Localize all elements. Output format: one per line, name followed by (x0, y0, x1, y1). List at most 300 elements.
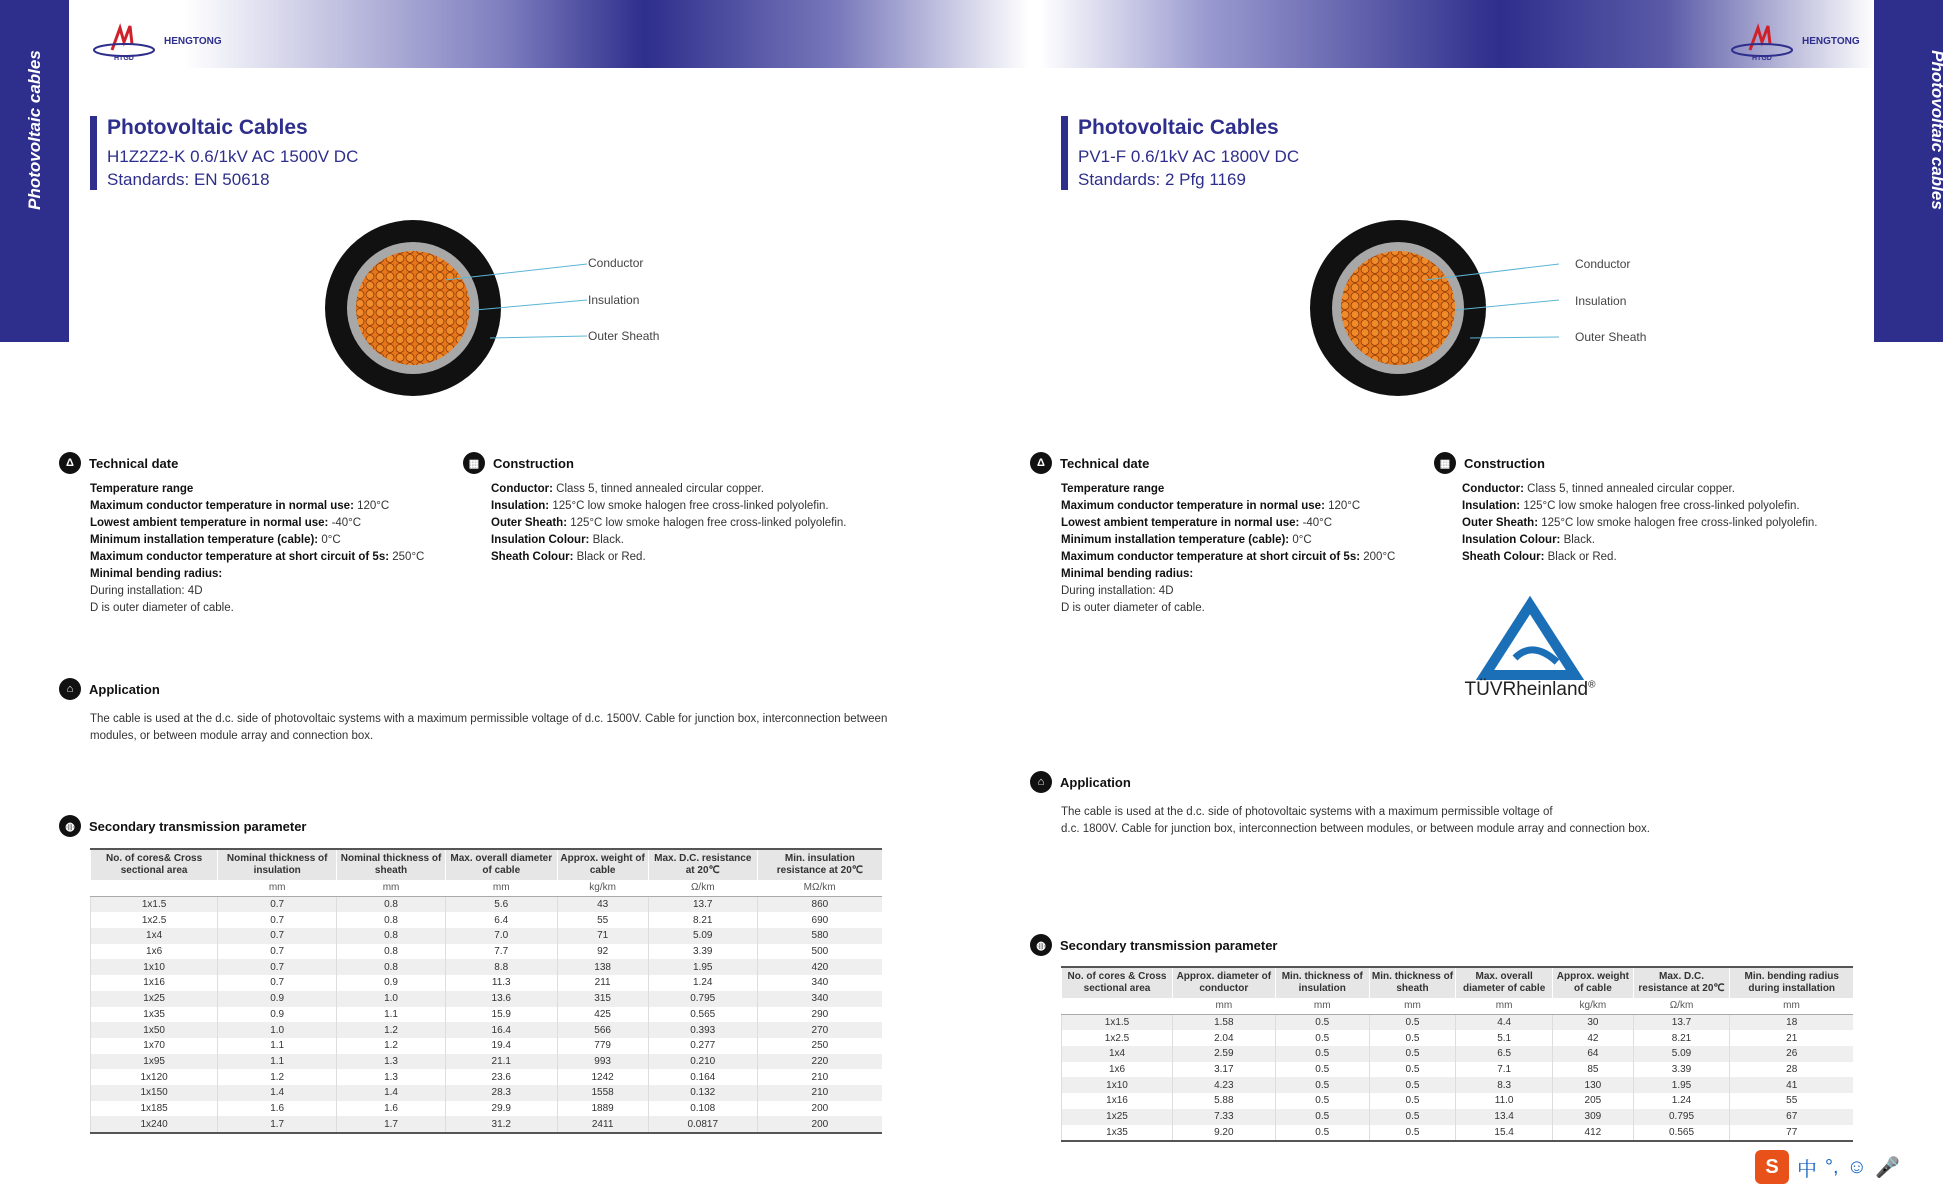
construction-item-label: Conductor: (491, 483, 557, 495)
table-cell: 1x1.5 (1062, 1014, 1173, 1030)
table-cell: 9.20 (1173, 1125, 1276, 1142)
table-cell: 1.3 (337, 1054, 446, 1070)
table-header-cell: Max. D.C. resistance at 20℃ (648, 849, 757, 880)
table-cell: 6.5 (1456, 1046, 1553, 1062)
table-row (91, 928, 883, 944)
technical-item-value: D is outer diameter of cable. (1061, 602, 1205, 614)
table-header-cell: Max. overall diameter of cable (1456, 967, 1553, 998)
construction-item (1462, 498, 1862, 515)
table-cell: 0.5 (1369, 1014, 1455, 1030)
brand-name: HENGTONG (1802, 35, 1860, 47)
construction-list-left (491, 481, 891, 566)
table-unit-cell: mm (1456, 998, 1553, 1014)
cable-model: H1Z2Z2-K 0.6/1kV AC 1500V DC (107, 147, 359, 166)
technical-item-value: 120°C (1328, 500, 1361, 512)
callout-conductor: Conductor (588, 256, 644, 270)
table-cell: 0.164 (648, 1069, 757, 1085)
table-unit-cell (1062, 998, 1173, 1014)
table-cell: 19.4 (445, 1038, 557, 1054)
table-cell: 0.9 (337, 975, 446, 991)
technical-item-value: During installation: 4D (1061, 585, 1174, 597)
table-cell: 138 (557, 959, 648, 975)
table-cell: 340 (757, 975, 882, 991)
technical-item (90, 498, 470, 515)
table-cell: 28.3 (445, 1085, 557, 1101)
table-cell: 779 (557, 1038, 648, 1054)
table-cell: 18 (1730, 1014, 1853, 1030)
callout-insulation: Insulation (588, 293, 640, 307)
emoji-icon[interactable]: ☺ (1846, 1155, 1867, 1178)
cable-model: PV1-F 0.6/1kV AC 1800V DC (1078, 147, 1300, 166)
table-cell: 1x4 (91, 928, 218, 944)
table-header-cell: Min. thickness of sheath (1369, 967, 1455, 998)
technical-item (1061, 583, 1441, 600)
technical-item-label: Minimum installation temperature (cable): (90, 534, 322, 546)
table-cell: 0.7 (218, 912, 337, 928)
hengtong-logo-right (1728, 22, 1860, 60)
technical-item-label: Maximum conductor temperature at short circuit of 5s: (90, 551, 393, 563)
table-unit-row (91, 880, 883, 896)
application-heading-right: ⌂ Application (1030, 771, 1131, 793)
table-row (1062, 1046, 1854, 1062)
construction-item-value: 125°C low smoke halogen free cross-linked polyolefin. (552, 500, 829, 512)
table-cell: 210 (757, 1085, 882, 1101)
table-header-cell: Approx. weight of cable (557, 849, 648, 880)
table-cell: 315 (557, 991, 648, 1007)
table-cell: 0.8 (337, 896, 446, 912)
construction-item (491, 481, 891, 498)
application-text-left: The cable is used at the d.c. side of photovoltaic systems with a maximum permissible voltage of d.c. 1500V. Cable for junction box, interconnection between modules, or between module array and connection box. (90, 713, 888, 742)
table-cell: 8.8 (445, 959, 557, 975)
table-cell: 21 (1730, 1030, 1853, 1046)
table-unit-cell: mm (1275, 998, 1369, 1014)
application-text-right: The cable is used at the d.c. side of photovoltaic systems with a maximum permissible voltage of d.c. 1800V. Cable for junction box, interconnection between modules, or between module array and connection box. (1061, 806, 1651, 835)
table-cell: 1x35 (91, 1007, 218, 1023)
table-cell: 1x1.5 (91, 896, 218, 912)
table-header-cell: Nominal thickness of insulation (218, 849, 337, 880)
table-cell: 210 (757, 1069, 882, 1085)
table-cell: 1.2 (337, 1022, 446, 1038)
table-unit-cell: mm (1173, 998, 1276, 1014)
table-cell: 28 (1730, 1062, 1853, 1078)
table-cell: 1x35 (1062, 1125, 1173, 1142)
table-cell: 13.4 (1456, 1109, 1553, 1125)
spec-table-right (1061, 966, 1853, 1142)
table-cell: 1.1 (337, 1007, 446, 1023)
table-header-cell: Min. thickness of insulation (1275, 967, 1369, 998)
construction-item-value: Black or Red. (1547, 551, 1617, 563)
technical-item (1061, 498, 1441, 515)
table-cell: 1.0 (337, 991, 446, 1007)
cable-standard: Standards: EN 50618 (107, 170, 270, 189)
tuv-rheinland-logo (1460, 600, 1600, 701)
table-cell: 0.8 (337, 928, 446, 944)
table-cell: 1558 (557, 1085, 648, 1101)
table-header-cell: No. of cores & Cross sectional area (1062, 967, 1173, 998)
table-cell: 3.39 (1633, 1062, 1730, 1078)
technical-item-value: 120°C (357, 500, 390, 512)
table-cell: 0.9 (218, 991, 337, 1007)
table-cell: 5.1 (1456, 1030, 1553, 1046)
table-cell: 0.5 (1275, 1093, 1369, 1109)
table-cell: 1x70 (91, 1038, 218, 1054)
construction-heading-left: ▦ Construction (463, 452, 574, 474)
technical-item (90, 532, 470, 549)
table-cell: 1x10 (1062, 1077, 1173, 1093)
table-cell: 270 (757, 1022, 882, 1038)
left-title-block (90, 116, 358, 190)
technical-item-value: 0°C (321, 534, 341, 546)
technical-item-label: Minimum installation temperature (cable): (1061, 534, 1293, 546)
construction-list-right (1462, 481, 1862, 566)
table-cell: 55 (1730, 1093, 1853, 1109)
table-row (91, 975, 883, 991)
technical-item-value: 200°C (1363, 551, 1396, 563)
construction-item-label: Outer Sheath: (1462, 517, 1542, 529)
table-cell: 43 (557, 896, 648, 912)
table-cell: 0.7 (218, 975, 337, 991)
tuv-triangle-icon (1475, 600, 1585, 680)
table-row (91, 1069, 883, 1085)
table-cell: 200 (757, 1101, 882, 1117)
table-cell: 1.6 (337, 1101, 446, 1117)
technical-item-label: Maximum conductor temperature in normal use: (90, 500, 358, 512)
table-cell: 0.795 (648, 991, 757, 1007)
table-row (91, 1054, 883, 1070)
table-cell: 0.5 (1275, 1046, 1369, 1062)
table-cell: 0.8 (337, 959, 446, 975)
table-cell: 16.4 (445, 1022, 557, 1038)
table-cell: 0.5 (1369, 1093, 1455, 1109)
table-cell: 23.6 (445, 1069, 557, 1085)
home-icon: ⌂ (59, 678, 81, 700)
table-row (91, 991, 883, 1007)
table-cell: 0.7 (218, 959, 337, 975)
cable-standard: Standards: 2 Pfg 1169 (1078, 170, 1246, 189)
table-cell: 0.277 (648, 1038, 757, 1054)
registered-mark: ® (1588, 679, 1596, 691)
table-row (1062, 1014, 1854, 1030)
construction-item-value: Class 5, tinned annealed circular copper. (1527, 483, 1735, 495)
table-cell: 67 (1730, 1109, 1853, 1125)
table-row (1062, 1125, 1854, 1142)
table-cell: 1x25 (1062, 1109, 1173, 1125)
table-cell: 0.7 (218, 896, 337, 912)
table-cell: 1.24 (648, 975, 757, 991)
table-cell: 1242 (557, 1069, 648, 1085)
cable-cross-section-left (325, 218, 595, 398)
table-cell: 8.21 (1633, 1030, 1730, 1046)
table-cell: 0.5 (1369, 1125, 1455, 1142)
table-cell: 1x95 (91, 1054, 218, 1070)
table-cell: 7.1 (1456, 1062, 1553, 1078)
table-header-cell: Min. bending radius during installation (1730, 967, 1853, 998)
table-cell: 500 (757, 944, 882, 960)
table-cell: 71 (557, 928, 648, 944)
table-cell: 4.4 (1456, 1014, 1553, 1030)
table-cell: 13.7 (1633, 1014, 1730, 1030)
table-heading-right: ◍ Secondary transmission parameter (1030, 934, 1277, 956)
table-cell: 42 (1553, 1030, 1633, 1046)
table-cell: 1x10 (91, 959, 218, 975)
table-cell: 7.7 (445, 944, 557, 960)
table-cell: 1x16 (1062, 1093, 1173, 1109)
callout-outer-sheath: Outer Sheath (1575, 330, 1647, 344)
table-unit-cell: mm (218, 880, 337, 896)
table-cell: 85 (1553, 1062, 1633, 1078)
table-cell: 580 (757, 928, 882, 944)
table-cell: 0.132 (648, 1085, 757, 1101)
table-cell: 0.5 (1369, 1046, 1455, 1062)
technical-item-value: During installation: 4D (90, 585, 203, 597)
table-unit-cell: Ω/km (648, 880, 757, 896)
table-cell: 7.33 (1173, 1109, 1276, 1125)
table-row (91, 1022, 883, 1038)
construction-item (491, 532, 891, 549)
table-row (91, 1116, 883, 1133)
cable-cross-section-right (1310, 220, 1580, 400)
table-header-cell: Max. overall diameter of cable (445, 849, 557, 880)
technical-item-label: Minimal bending radius: (90, 568, 223, 580)
table-cell: 1.1 (218, 1054, 337, 1070)
table-cell: 1x4 (1062, 1046, 1173, 1062)
table-unit-cell: MΩ/km (757, 880, 882, 896)
table-cell: 211 (557, 975, 648, 991)
table-cell: 1x150 (91, 1085, 218, 1101)
hengtong-mark-icon (90, 22, 158, 60)
technical-item (1061, 515, 1441, 532)
table-cell: 1.4 (337, 1085, 446, 1101)
brand-name: HENGTONG (164, 35, 222, 47)
table-cell: 29.9 (445, 1101, 557, 1117)
table-cell: 1.95 (1633, 1077, 1730, 1093)
table-row (91, 1101, 883, 1117)
page-title: Photovoltaic Cables (1078, 116, 1279, 139)
home-icon: ⌂ (1030, 771, 1052, 793)
construction-item-label: Conductor: (1462, 483, 1528, 495)
table-cell: 5.88 (1173, 1093, 1276, 1109)
table-cell: 340 (757, 991, 882, 1007)
right-title-block (1061, 116, 1299, 190)
table-cell: 15.9 (445, 1007, 557, 1023)
sidebar-right-label: Photovoltaic cables (1928, 50, 1947, 210)
construction-item (1462, 549, 1862, 566)
construction-item (1462, 532, 1862, 549)
table-row (91, 1007, 883, 1023)
table-cell: 3.17 (1173, 1062, 1276, 1078)
construction-item (1462, 481, 1862, 498)
technical-item (90, 515, 470, 532)
table-cell: 1.4 (218, 1085, 337, 1101)
table-cell: 8.3 (1456, 1077, 1553, 1093)
technical-item-label: Temperature range (90, 483, 194, 495)
table-row (91, 912, 883, 928)
svg-text:HTGD: HTGD (1752, 55, 1772, 62)
table-unit-cell (91, 880, 218, 896)
table-cell: 0.7 (218, 944, 337, 960)
table-cell: 13.6 (445, 991, 557, 1007)
spec-table-left (90, 848, 882, 1134)
table-cell: 41 (1730, 1077, 1853, 1093)
table-cell: 1.24 (1633, 1093, 1730, 1109)
table-cell: 1.1 (218, 1038, 337, 1054)
table-cell: 0.565 (1633, 1125, 1730, 1142)
table-header-cell: Approx. diameter of conductor (1173, 967, 1276, 998)
table-cell: 0.5 (1275, 1077, 1369, 1093)
table-cell: 64 (1553, 1046, 1633, 1062)
technical-item-value: D is outer diameter of cable. (90, 602, 234, 614)
application-heading-left: ⌂ Application (59, 678, 160, 700)
table-cell: 1.6 (218, 1101, 337, 1117)
table-row (91, 896, 883, 912)
technical-item (90, 566, 470, 583)
callout-insulation: Insulation (1575, 294, 1627, 308)
table-cell: 1x2.5 (1062, 1030, 1173, 1046)
table-row (91, 944, 883, 960)
table-row (1062, 1062, 1854, 1078)
table-cell: 26 (1730, 1046, 1853, 1062)
technical-item (1061, 549, 1441, 566)
table-cell: 0.8 (337, 944, 446, 960)
table-cell: 0.0817 (648, 1116, 757, 1133)
table-row (1062, 1109, 1854, 1125)
table-unit-cell: kg/km (1553, 998, 1633, 1014)
table-cell: 0.5 (1369, 1077, 1455, 1093)
callout-conductor: Conductor (1575, 257, 1631, 271)
table-cell: 2411 (557, 1116, 648, 1133)
table-cell: 2.04 (1173, 1030, 1276, 1046)
construction-item (491, 549, 891, 566)
table-cell: 1x185 (91, 1101, 218, 1117)
table-header-cell: Nominal thickness of sheath (337, 849, 446, 880)
table-cell: 200 (757, 1116, 882, 1133)
table-cell: 21.1 (445, 1054, 557, 1070)
table-cell: 30 (1553, 1014, 1633, 1030)
callout-outer-sheath: Outer Sheath (588, 329, 660, 343)
table-cell: 2.59 (1173, 1046, 1276, 1062)
sogou-ime-icon[interactable]: S (1755, 1150, 1789, 1184)
table-unit-cell: Ω/km (1633, 998, 1730, 1014)
technical-item-label: Temperature range (1061, 483, 1165, 495)
table-cell: 0.795 (1633, 1109, 1730, 1125)
construction-item (491, 515, 891, 532)
table-cell: 0.8 (337, 912, 446, 928)
table-row (91, 1038, 883, 1054)
table-heading-left: ◍ Secondary transmission parameter (59, 815, 306, 837)
table-cell: 220 (757, 1054, 882, 1070)
page-title: Photovoltaic Cables (107, 116, 308, 139)
table-cell: 290 (757, 1007, 882, 1023)
construction-item-value: Black or Red. (576, 551, 646, 563)
construction-item-value: Class 5, tinned annealed circular copper. (556, 483, 764, 495)
construction-item-label: Insulation Colour: (491, 534, 593, 546)
technical-heading-left: Δ Technical date (59, 452, 178, 474)
grid-globe-icon: ▦ (463, 452, 485, 474)
table-cell: 13.7 (648, 896, 757, 912)
table-cell: 860 (757, 896, 882, 912)
table-cell: 0.210 (648, 1054, 757, 1070)
technical-item (90, 481, 470, 498)
technical-item-value: -40°C (1302, 517, 1333, 529)
table-cell: 1.0 (218, 1022, 337, 1038)
table-cell: 0.5 (1369, 1062, 1455, 1078)
svg-text:HTGD: HTGD (114, 55, 134, 62)
construction-item-value: Black. (592, 534, 624, 546)
chinese-input-icon[interactable]: 中 (1797, 1158, 1817, 1181)
table-cell: 0.5 (1275, 1014, 1369, 1030)
technical-item-value: -40°C (331, 517, 362, 529)
table-row (91, 1085, 883, 1101)
table-cell: 0.5 (1275, 1109, 1369, 1125)
technical-item (1061, 481, 1441, 498)
construction-item-label: Insulation: (491, 500, 553, 512)
technical-item-value: 0°C (1292, 534, 1312, 546)
technical-item-label: Lowest ambient temperature in normal use: (1061, 517, 1303, 529)
table-cell: 15.4 (1456, 1125, 1553, 1142)
table-cell: 250 (757, 1038, 882, 1054)
technical-item (1061, 600, 1441, 617)
table-cell: 0.108 (648, 1101, 757, 1117)
table-cell: 566 (557, 1022, 648, 1038)
table-row (1062, 1077, 1854, 1093)
technical-item-label: Maximum conductor temperature at short circuit of 5s: (1061, 551, 1364, 563)
table-cell: 1.7 (337, 1116, 446, 1133)
microphone-icon[interactable]: 🎤 (1874, 1156, 1900, 1179)
construction-item-value: 125°C low smoke halogen free cross-linked polyolefin. (1523, 500, 1800, 512)
table-cell: 7.0 (445, 928, 557, 944)
globe-icon: ◍ (59, 815, 81, 837)
thermometer-icon: Δ (59, 452, 81, 474)
table-cell: 1x6 (1062, 1062, 1173, 1078)
table-cell: 5.09 (648, 928, 757, 944)
technical-heading-right: Δ Technical date (1030, 452, 1149, 474)
ime-toolbar[interactable] (1755, 1150, 1900, 1184)
construction-item-label: Sheath Colour: (1462, 551, 1548, 563)
table-cell: 0.5 (1275, 1062, 1369, 1078)
construction-heading-right: ▦ Construction (1434, 452, 1545, 474)
table-cell: 5.09 (1633, 1046, 1730, 1062)
table-cell: 77 (1730, 1125, 1853, 1142)
table-cell: 412 (1553, 1125, 1633, 1142)
table-cell: 0.9 (218, 1007, 337, 1023)
table-cell: 1x2.5 (91, 912, 218, 928)
technical-item (90, 583, 470, 600)
construction-item-label: Insulation: (1462, 500, 1524, 512)
technical-item (1061, 532, 1441, 549)
table-cell: 0.5 (1369, 1030, 1455, 1046)
technical-list-right (1061, 481, 1441, 617)
table-cell: 0.5 (1369, 1109, 1455, 1125)
table-cell: 5.6 (445, 896, 557, 912)
table-cell: 205 (1553, 1093, 1633, 1109)
table-unit-cell: mm (1730, 998, 1853, 1014)
sidebar-left-label: Photovoltaic cables (25, 50, 44, 210)
table-cell: 0.5 (1275, 1125, 1369, 1142)
table-cell: 92 (557, 944, 648, 960)
table-cell: 130 (1553, 1077, 1633, 1093)
technical-item (1061, 566, 1441, 583)
table-header-cell: No. of cores& Cross sectional area (91, 849, 218, 880)
table-cell: 6.4 (445, 912, 557, 928)
hengtong-mark-icon (1728, 22, 1796, 60)
grid-globe-icon: ▦ (1434, 452, 1456, 474)
table-cell: 1x120 (91, 1069, 218, 1085)
table-unit-cell: mm (445, 880, 557, 896)
table-unit-cell: kg/km (557, 880, 648, 896)
table-row (1062, 1093, 1854, 1109)
table-cell: 993 (557, 1054, 648, 1070)
punctuation-icon[interactable]: °, (1825, 1155, 1839, 1178)
